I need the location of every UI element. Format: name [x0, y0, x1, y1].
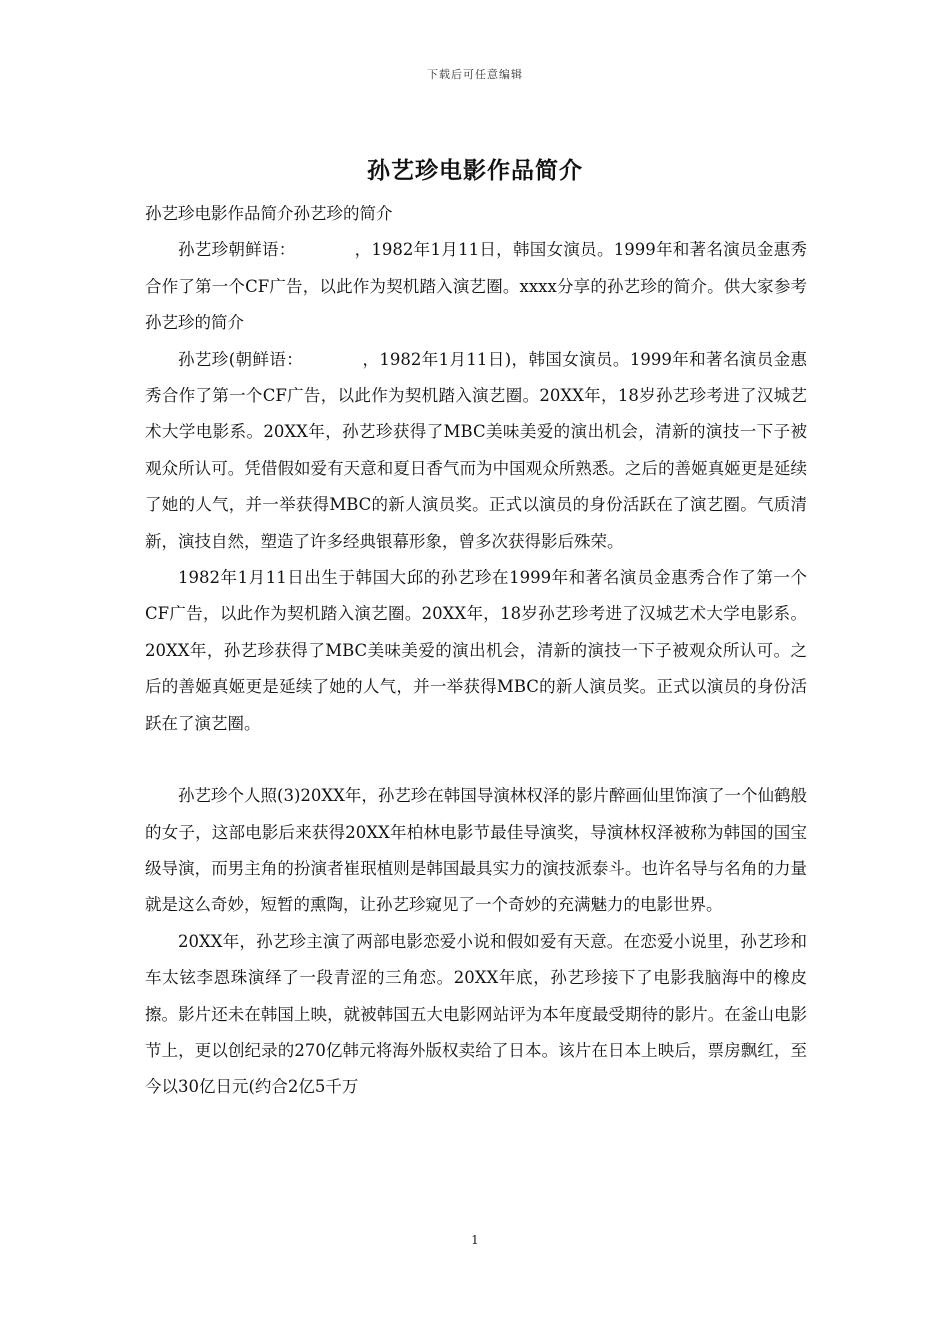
body-paragraph: 孙艺珍朝鲜语： ，1982年1月11日，韩国女演员。1999年和著名演员金惠秀合作了第一个CF广告，以此作为契机踏入演艺圈。xxxx分享的孙艺珍的简介。供大家参考孙艺珍的简介: [145, 240, 807, 333]
body-paragraph: 孙艺珍个人照(3)20XX年，孙艺珍在韩国导演林权泽的影片醉画仙里饰演了一个仙鹤般的女子，这部电影后来获得20XX年柏林电影节最佳导演奖，导演林权泽被称为韩国的国宝级导演，而男主角的扮演者崔珉植则是韩国最具实力的演技派泰斗。也许名导与名角的力量就是这么奇妙，短暂的熏陶，让孙艺珍窥见了一个奇妙的充满魅力的电影世界。: [145, 786, 807, 915]
paragraph-spacer: [145, 742, 807, 778]
body-paragraph: 20XX年，孙艺珍主演了两部电影恋爱小说和假如爱有天意。在恋爱小说里，孙艺珍和车太铉李恩珠演绎了一段青涩的三角恋。20XX年底，孙艺珍接下了电影我脑海中的橡皮擦。影片还未在韩国上映，就被韩国五大电影网站评为本年度最受期待的影片。在釜山电影节上，更以创纪录的270亿韩元将海外版权卖给了日本。该片在日本上映后，票房飘红，至今以30亿日元(约合2亿5千万: [145, 931, 807, 1097]
subtitle-paragraph: 孙艺珍电影作品简介孙艺珍的简介: [145, 204, 393, 223]
page-number: 1: [471, 1233, 479, 1247]
body-paragraph: 1982年1月11日出生于韩国大邱的孙艺珍在1999年和著名演员金惠秀合作了第一个CF广告，以此作为契机踏入演艺圈。20XX年，18岁孙艺珍考进了汉城艺术大学电影系。20XX年，孙艺珍获得了MBC美味美爱的演出机会，清新的演技一下子被观众所认可。之后的善姬真姬更是延续了她的人气，并一举获得MBC的新人演员奖。正式以演员的身份活跃在了演艺圈。: [145, 568, 807, 733]
body-paragraph: 孙艺珍(朝鲜语： ，1982年1月11日)，韩国女演员。1999年和著名演员金惠秀合作了第一个CF广告，以此作为契机踏入演艺圈。20XX年，18岁孙艺珍考进了汉城艺术大学电影系。20XX年，孙艺珍获得了MBC美味美爱的演出机会，清新的演技一下子被观众所认可。凭借假如爱有天意和夏日香气而为中国观众所熟悉。之后的善姬真姬更是延续了她的人气，并一举获得MBC的新人演员奖。正式以演员的身份活跃在了演艺圈。气质清新，演技自然，塑造了许多经典银幕形象，曾多次获得影后殊荣。: [145, 349, 807, 551]
document-title: 孙艺珍电影作品简介: [367, 157, 583, 184]
header-note: 下载后可任意编辑: [427, 68, 523, 81]
document-body: [145, 196, 807, 1106]
